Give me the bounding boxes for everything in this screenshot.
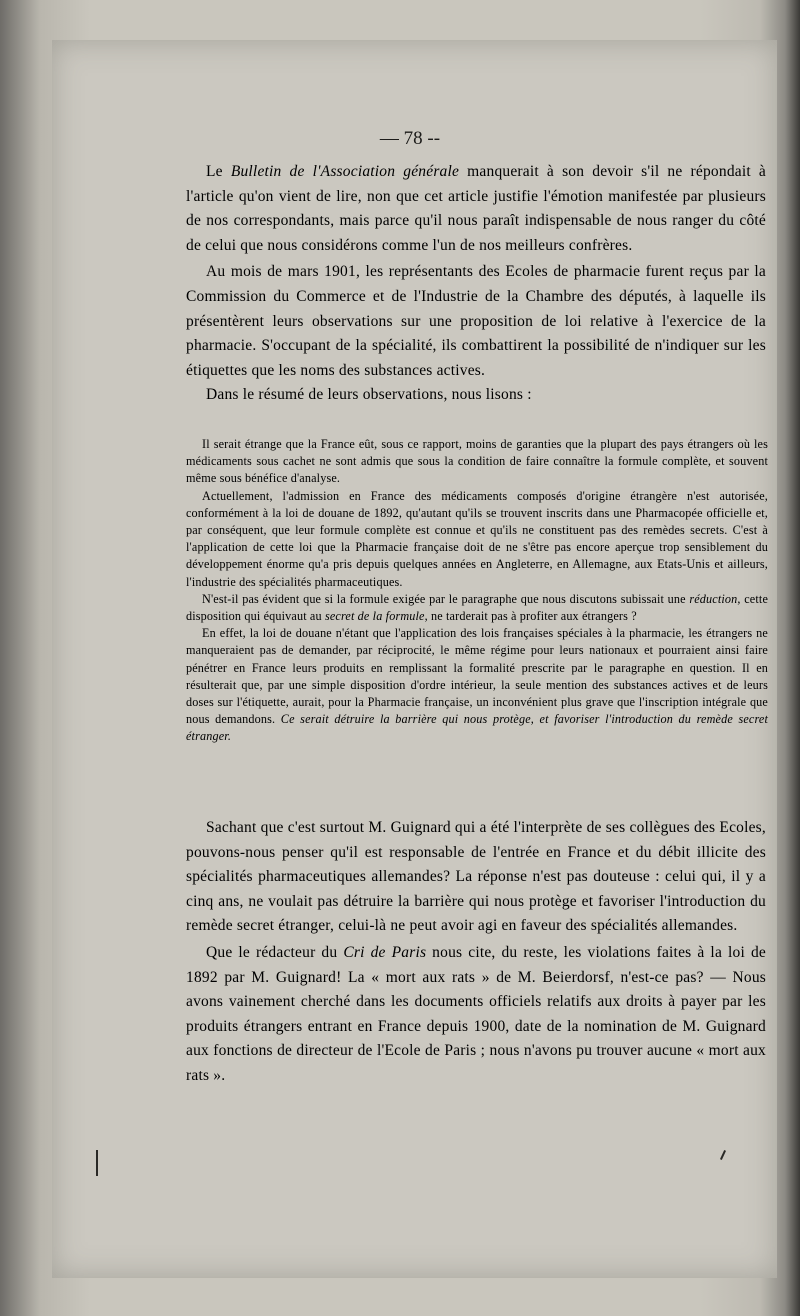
quote-paragraph-2: Actuellement, l'admission en France des médicaments composés d'origine étrangère n'est autorisée, conformément à la loi de douane de 1892, qu'autant qu'ils se trouvent inscrits dans une Pharmacopée officielle et, par conséquent, que leur formule complète est connue et qu'ils ne constituent pas des remèdes secrets. C'est à l'application de cette loi que la Pharmacie française doit de ne s'être pas encore aperçue trop sensiblement du développement énorme qu'a pris depuis quelques années en Angleterre, en Allemagne, aux Etats-Unis et ailleurs, l'industrie des spécialités pharmaceutiques. [186, 488, 768, 589]
body-text-bottom [186, 816, 766, 1089]
paragraph-intro: Le Bulletin de l'Association générale manquerait à son devoir s'il ne répondait à l'article qu'on vient de lire, non que cet article justifie l'émotion manifestée par plusieurs de nos correspondants, mais parce qu'il nous paraît indispensable de nous ranger du côté de celui que nous considérons comme l'un de nos meilleurs confrères. [186, 163, 766, 254]
quotation-block [186, 436, 768, 746]
quote-paragraph-3: N'est-il pas évident que si la formule exigée par le paragraphe que nous discutons subissait une réduction, cette disposition qui équivaut au secret de la formule, ne tarderait pas à profiter aux étrangers ? [186, 591, 768, 624]
journal-title: Bulletin de l'Association générale [230, 163, 460, 180]
paragraph-cri-de-paris: Que le rédacteur du Cri de Paris nous cite, du reste, les violations faites à la loi de 1892 par M. Guignard! La « mort aux rats » de M. Beierdorsf, n'est-ce pas? — Nous avons vainement cherché dans les documents officiels relatifs aux droits à payer par les produits étrangers entrant en France depuis 1900, date de la nomination de M. Guignard aux fonctions de directeur de l'Ecole de Paris ; nous n'avons pu trouver aucune « mort aux rats ». [186, 943, 766, 1084]
ink-mark [96, 1150, 98, 1176]
paragraph-commission: Au mois de mars 1901, les représentants des Ecoles de pharmacie furent reçus par la Commission du Commerce et de l'Industrie de la Chambre des députés, à laquelle ils présentèrent leurs observations sur une proposition de loi relative à l'exercice de la pharmacie. S'occupant de la spécialité, ils combattirent la possibilité de n'indiquer sur les étiquettes que les noms des substances actives. [186, 263, 766, 379]
page-number: — 78 -- [379, 128, 441, 149]
paragraph-guignard: Sachant que c'est surtout M. Guignard qui a été l'interprète de ses collègues des Ecoles, pouvons-nous penser qu'il est responsable de l'entrée en France et du débit illicite des spécialités pharmaceutiques allemandes? La réponse n'est pas douteuse : celui qui, il y a cinq ans, ne voulait pas détruire la barrière qui nous protège et favoriser l'introduction du remède secret étranger, celui-là ne peut avoir agi en faveur des spécialités allemandes. [186, 819, 766, 935]
paragraph-resume: Dans le résumé de leurs observations, nous lisons : [206, 386, 532, 404]
quote-paragraph-4: En effet, la loi de douane n'étant que l'application des lois françaises spéciales à la pharmacie, les étrangers ne manqueraient pas de demander, par réciprocité, le même régime pour leurs nationaux et pourraient ainsi faire pénétrer en France leurs produits en remplissant la formalité prescrite par le paragraphe en question. Il en résulterait que, par une simple disposition d'ordre intérieur, la seule mention des substances actives et de leurs doses sur l'étiquette, aurait, pour la Pharmacie française, un inconvénient plus grave que l'inscription intégrale que nous demandons. Ce serait détruire la barrière qui nous protège, et favoriser l'introduction du remède secret étranger. [186, 626, 769, 744]
quote-paragraph-1: Il serait étrange que la France eût, sous ce rapport, moins de garanties que la plupart des pays étrangers où les médicaments sous cachet ne sont admis que sous la condition de faire connaître la formule complète, et souvent même sous bénéfice d'analyse. [186, 437, 768, 486]
body-text-top [186, 160, 766, 408]
